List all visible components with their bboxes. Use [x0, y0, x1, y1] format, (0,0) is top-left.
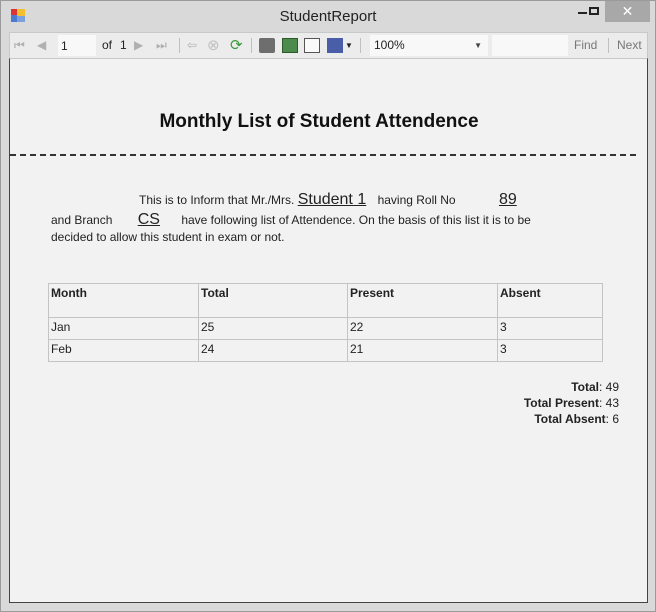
back-icon[interactable]: ⇦: [187, 38, 198, 52]
header-present: Present: [348, 284, 498, 318]
intro-line-1: [139, 191, 517, 209]
chevron-down-icon: ▼: [474, 41, 482, 50]
stop-icon[interactable]: ⊗: [207, 37, 220, 54]
total-pages: 1: [120, 38, 127, 52]
cell-absent: 3: [498, 318, 603, 340]
total-line: [524, 379, 619, 395]
current-page-input[interactable]: [58, 35, 96, 56]
header-total: Total: [199, 284, 348, 318]
export-icon[interactable]: [327, 38, 343, 53]
branch-value: CS: [137, 211, 160, 228]
cell-month: Feb: [49, 340, 199, 362]
maximize-icon: [589, 7, 599, 15]
dashed-divider: [10, 154, 636, 156]
cell-month: Jan: [49, 318, 199, 340]
find-button[interactable]: Find: [574, 38, 598, 52]
student-name: Student 1: [297, 191, 367, 208]
cell-present: 22: [348, 318, 498, 340]
cell-total: 24: [199, 340, 348, 362]
window-title: StudentReport: [279, 8, 377, 25]
print-layout-icon[interactable]: [282, 38, 298, 53]
first-page-icon[interactable]: ⏮: [14, 38, 25, 52]
table-row: [49, 340, 603, 362]
table-row: [49, 318, 603, 340]
print-icon[interactable]: [259, 38, 275, 53]
previous-page-icon[interactable]: ◀: [37, 38, 47, 52]
absent-line: [524, 411, 619, 427]
present-line: [524, 395, 619, 411]
of-label: of: [102, 38, 113, 52]
intro-line-2: [51, 211, 531, 229]
intro-line-3: decided to allow this student in exam or not.: [51, 230, 285, 244]
refresh-icon[interactable]: ⟳: [230, 37, 243, 54]
total-value: : 49: [598, 380, 619, 394]
toolbar-separator: [251, 38, 252, 53]
page-setup-icon[interactable]: [304, 38, 320, 53]
report-toolbar: [9, 32, 648, 58]
header-absent: Absent: [498, 284, 603, 318]
absent-value: : 6: [605, 412, 619, 426]
header-month: Month: [49, 284, 199, 318]
zoom-value: 100%: [374, 38, 405, 52]
present-value: : 43: [598, 396, 619, 410]
title-bar: [1, 1, 655, 31]
cell-total: 25: [199, 318, 348, 340]
total-label: Total: [571, 380, 599, 394]
attendance-table: [48, 283, 603, 362]
roll-label: having Roll No: [377, 193, 456, 207]
cell-present: 21: [348, 340, 498, 362]
next-page-icon[interactable]: ▶: [134, 38, 144, 52]
report-title: Monthly List of Student Attendence: [159, 111, 479, 132]
roll-number: 89: [498, 191, 517, 208]
toolbar-separator: [608, 38, 609, 53]
table-header-row: [49, 284, 603, 318]
branch-label: and Branch: [51, 213, 113, 227]
toolbar-separator: [360, 38, 361, 53]
next-button[interactable]: Next: [617, 38, 642, 52]
cell-absent: 3: [498, 340, 603, 362]
toolbar-separator: [179, 38, 180, 53]
last-page-icon[interactable]: ⏭: [156, 38, 167, 52]
zoom-select[interactable]: [370, 35, 488, 56]
close-button[interactable]: ✕: [605, 1, 650, 22]
find-input[interactable]: [492, 35, 568, 56]
totals-summary: [524, 379, 619, 427]
report-content[interactable]: [9, 58, 648, 603]
intro-text-2: have following list of Attendence. On the basis of this list it is to be: [181, 213, 531, 227]
export-dropdown-icon[interactable]: ▼: [345, 41, 353, 50]
intro-text: This is to Inform that Mr./Mrs.: [139, 193, 295, 207]
absent-label: Total Absent: [534, 412, 606, 426]
present-label: Total Present: [523, 396, 599, 410]
